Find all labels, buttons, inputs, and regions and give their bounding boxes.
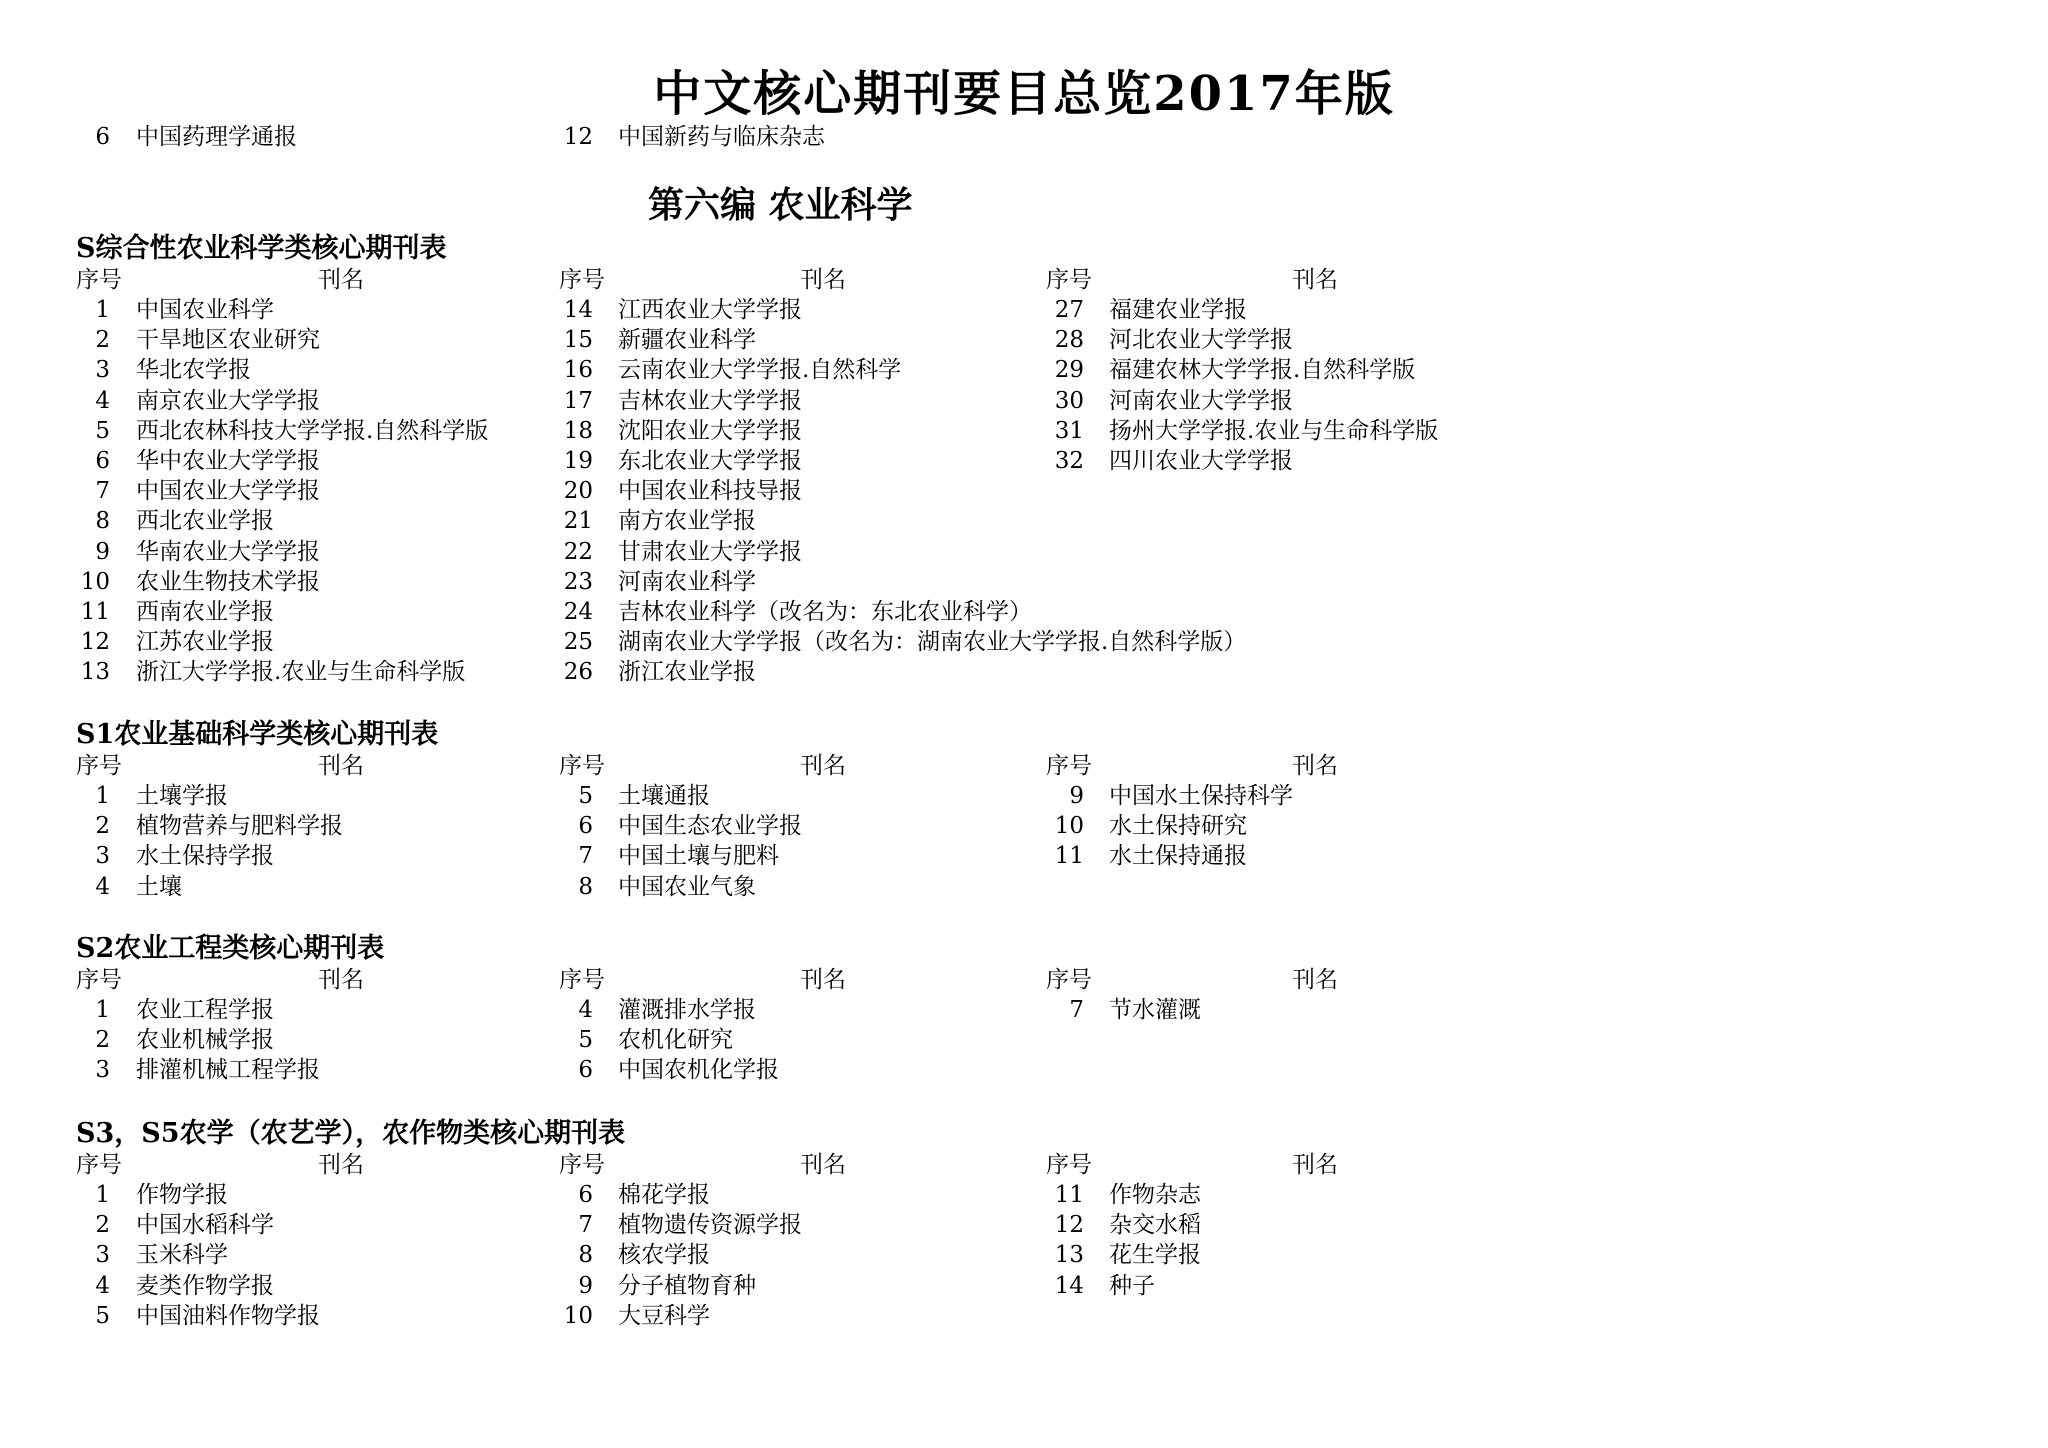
- journal-name: 农业生物技术学报: [136, 568, 320, 595]
- item-number: 8: [578, 1242, 593, 1269]
- item-number: 26: [563, 659, 593, 686]
- header-serial: 序号: [76, 967, 122, 993]
- item-number: 6: [578, 813, 593, 840]
- journal-name: 吉林农业大学学报: [618, 387, 802, 414]
- item-number: 13: [80, 659, 110, 686]
- item-number: 1: [95, 997, 110, 1023]
- journal-name: 湖南农业大学学报（改名为：湖南农业大学学报.自然科学版）: [618, 629, 1247, 656]
- item-number: 4: [95, 387, 110, 414]
- journal-name: 大豆科学: [618, 1302, 710, 1329]
- item-number: 1: [95, 297, 110, 323]
- item-number: 7: [578, 1212, 593, 1239]
- journal-name: 种子: [1109, 1272, 1155, 1299]
- journal-name: 江苏农业学报: [136, 629, 274, 656]
- item-number: 8: [95, 508, 110, 535]
- journal-name: 吉林农业科学（改名为：东北农业科学）: [618, 599, 1032, 625]
- header-journal-name: 刊名: [1292, 1152, 1338, 1178]
- journal-name: 中国农业气象: [618, 873, 756, 900]
- header-serial: 序号: [559, 1152, 605, 1178]
- header-journal-name: 刊名: [318, 1152, 364, 1178]
- journal-name: 沈阳农业大学学报: [618, 417, 802, 444]
- header-serial: 序号: [559, 753, 605, 779]
- page-title: 中文核心期刊要目总览2017年版: [653, 66, 1395, 122]
- item-number: 11: [80, 599, 110, 625]
- header-journal-name: 刊名: [1292, 753, 1338, 779]
- item-number: 6: [95, 448, 110, 474]
- item-number: 1: [95, 1182, 110, 1208]
- journal-name: 南方农业学报: [618, 508, 756, 535]
- journal-name: 水土保持研究: [1109, 813, 1247, 840]
- item-number: 9: [95, 538, 110, 565]
- item-number: 32: [1054, 448, 1084, 474]
- journal-name: 土壤: [136, 873, 182, 900]
- header-serial: 序号: [76, 267, 122, 293]
- item-number: 29: [1054, 357, 1084, 384]
- item-number: 5: [578, 1027, 593, 1054]
- journal-name: 中国农业科学: [136, 297, 274, 323]
- journal-name: 作物杂志: [1109, 1182, 1201, 1208]
- journal-name: 中国土壤与肥料: [618, 843, 779, 870]
- section-title: S3，S5农学（农艺学），农作物类核心期刊表: [76, 1118, 626, 1149]
- journal-name: 东北农业大学学报: [618, 448, 802, 474]
- item-number: 5: [95, 417, 110, 444]
- journal-name: 西北农林科技大学学报.自然科学版: [136, 417, 489, 444]
- item-number: 7: [578, 843, 593, 870]
- journal-name: 浙江大学学报.农业与生命科学版: [136, 659, 466, 686]
- header-journal-name: 刊名: [800, 1152, 846, 1178]
- item-number: 18: [563, 417, 593, 444]
- header-journal-name: 刊名: [318, 753, 364, 779]
- journal-name: 作物学报: [136, 1182, 228, 1208]
- journal-name: 节水灌溉: [1109, 997, 1201, 1023]
- item-number: 27: [1054, 297, 1084, 323]
- journal-name: 中国水稻科学: [136, 1212, 274, 1239]
- item-number: 24: [563, 599, 593, 625]
- item-number: 5: [95, 1302, 110, 1329]
- journal-name: 扬州大学学报.农业与生命科学版: [1109, 417, 1439, 444]
- journal-name: 农业机械学报: [136, 1027, 274, 1054]
- journal-name: 中国生态农业学报: [618, 813, 802, 840]
- header-journal-name: 刊名: [318, 267, 364, 293]
- header-serial: 序号: [76, 1152, 122, 1178]
- journal-name: 西北农业学报: [136, 508, 274, 535]
- item-number: 11: [1054, 1182, 1084, 1208]
- journal-name: 甘肃农业大学学报: [618, 538, 802, 565]
- item-number: 12: [80, 629, 110, 656]
- item-number: 9: [1069, 783, 1084, 809]
- journal-name: 河北农业大学学报: [1109, 327, 1293, 354]
- journal-name: 浙江农业学报: [618, 659, 756, 686]
- item-number: 2: [95, 1027, 110, 1054]
- journal-name: 土壤学报: [136, 783, 228, 809]
- journal-name: 河南农业科学: [618, 568, 756, 595]
- header-serial: 序号: [1046, 267, 1092, 293]
- item-number: 2: [95, 813, 110, 840]
- item-number: 10: [563, 1302, 593, 1329]
- header-serial: 序号: [1046, 1152, 1092, 1178]
- item-number: 4: [578, 997, 593, 1023]
- journal-name: 南京农业大学学报: [136, 387, 320, 414]
- journal-name: 中国水土保持科学: [1109, 783, 1293, 809]
- item-number: 13: [1054, 1242, 1084, 1269]
- journal-name: 棉花学报: [618, 1182, 710, 1208]
- journal-name: 农业工程学报: [136, 997, 274, 1023]
- item-number: 31: [1054, 417, 1084, 444]
- item-number: 10: [80, 568, 110, 595]
- item-number: 6: [578, 1182, 593, 1208]
- item-number: 21: [563, 508, 593, 535]
- header-journal-name: 刊名: [800, 753, 846, 779]
- journal-name: 华北农学报: [136, 357, 251, 384]
- journal-name: 中国农业科技导报: [618, 478, 802, 505]
- journal-name: 灌溉排水学报: [618, 997, 756, 1023]
- header-journal-name: 刊名: [800, 267, 846, 293]
- item-number: 2: [95, 327, 110, 354]
- journal-name: 华南农业大学学报: [136, 538, 320, 565]
- item-number: 3: [95, 843, 110, 870]
- section-title: S1农业基础科学类核心期刊表: [76, 719, 439, 750]
- header-journal-name: 刊名: [800, 967, 846, 993]
- journal-name: 河南农业大学学报: [1109, 387, 1293, 414]
- header-serial: 序号: [1046, 753, 1092, 779]
- journal-name: 云南农业大学学报.自然科学: [618, 357, 902, 384]
- item-number: 10: [1054, 813, 1084, 840]
- item-number: 19: [563, 448, 593, 474]
- header-journal-name: 刊名: [1292, 267, 1338, 293]
- journal-name: 干旱地区农业研究: [136, 327, 320, 354]
- item-number: 4: [95, 1272, 110, 1299]
- section-title: S2农业工程类核心期刊表: [76, 933, 385, 964]
- journal-name: 中国药理学通报: [136, 124, 297, 150]
- item-number: 20: [563, 478, 593, 505]
- header-serial: 序号: [76, 753, 122, 779]
- item-number: 22: [563, 538, 593, 565]
- item-number: 17: [563, 387, 593, 414]
- journal-name: 福建农林大学学报.自然科学版: [1109, 357, 1416, 384]
- header-serial: 序号: [559, 967, 605, 993]
- item-number: 23: [563, 568, 593, 595]
- journal-name: 福建农业学报: [1109, 297, 1247, 323]
- item-number: 3: [95, 1057, 110, 1084]
- header-serial: 序号: [559, 267, 605, 293]
- item-number: 12: [563, 124, 593, 150]
- header-journal-name: 刊名: [1292, 967, 1338, 993]
- journal-name: 新疆农业科学: [618, 327, 756, 354]
- item-number: 5: [578, 783, 593, 809]
- journal-name: 水土保持通报: [1109, 843, 1247, 870]
- journal-name: 植物遗传资源学报: [618, 1212, 802, 1239]
- item-number: 7: [95, 478, 110, 505]
- item-number: 1: [95, 783, 110, 809]
- journal-name: 植物营养与肥料学报: [136, 813, 343, 840]
- journal-name: 花生学报: [1109, 1242, 1201, 1269]
- item-number: 9: [578, 1272, 593, 1299]
- item-number: 14: [1054, 1272, 1084, 1299]
- journal-name: 农机化研究: [618, 1027, 733, 1054]
- item-number: 28: [1054, 327, 1084, 354]
- item-number: 2: [95, 1212, 110, 1239]
- journal-name: 麦类作物学报: [136, 1272, 274, 1299]
- journal-name: 华中农业大学学报: [136, 448, 320, 474]
- journal-name: 玉米科学: [136, 1242, 228, 1269]
- item-number: 6: [578, 1057, 593, 1084]
- journal-name: 中国农业大学学报: [136, 478, 320, 505]
- item-number: 7: [1069, 997, 1084, 1023]
- item-number: 16: [563, 357, 593, 384]
- journal-name: 中国农机化学报: [618, 1057, 779, 1084]
- journal-name: 水土保持学报: [136, 843, 274, 870]
- item-number: 25: [563, 629, 593, 656]
- item-number: 3: [95, 1242, 110, 1269]
- item-number: 12: [1054, 1212, 1084, 1239]
- item-number: 3: [95, 357, 110, 384]
- item-number: 8: [578, 873, 593, 900]
- item-number: 4: [95, 873, 110, 900]
- journal-name: 分子植物育种: [618, 1272, 756, 1299]
- journal-name: 中国新药与临床杂志: [618, 124, 825, 150]
- journal-name: 排灌机械工程学报: [136, 1057, 320, 1084]
- item-number: 11: [1054, 843, 1084, 870]
- journal-name: 核农学报: [618, 1242, 710, 1269]
- item-number: 15: [563, 327, 593, 354]
- header-journal-name: 刊名: [318, 967, 364, 993]
- journal-name: 四川农业大学学报: [1109, 448, 1293, 474]
- item-number: 6: [95, 124, 110, 150]
- journal-name: 土壤通报: [618, 783, 710, 809]
- header-serial: 序号: [1046, 967, 1092, 993]
- item-number: 30: [1054, 387, 1084, 414]
- section-title: S综合性农业科学类核心期刊表: [76, 233, 447, 264]
- journal-name: 江西农业大学学报: [618, 297, 802, 323]
- journal-name: 西南农业学报: [136, 599, 274, 625]
- journal-name: 中国油料作物学报: [136, 1302, 320, 1329]
- item-number: 14: [563, 297, 593, 323]
- part-title: 第六编 农业科学: [648, 184, 913, 226]
- journal-name: 杂交水稻: [1109, 1212, 1201, 1239]
